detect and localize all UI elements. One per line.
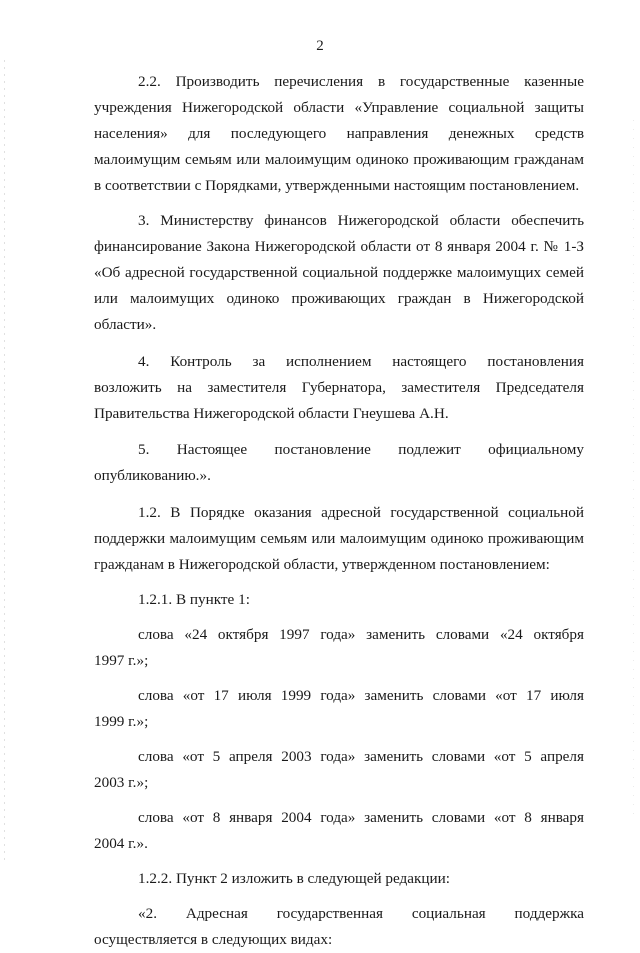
paragraph-line: населения» для последующего направления денежных средств bbox=[94, 125, 584, 142]
paragraph-line: гражданам в Нижегородской области, утвержденном постановлением: bbox=[94, 556, 550, 573]
page-number: 2 bbox=[316, 38, 324, 54]
paragraph bbox=[94, 500, 584, 578]
paragraph-line: 2.2. Производить перечисления в государственные казенные bbox=[138, 73, 584, 90]
paragraph-line: поддержки малоимущим семьям или малоимущим одиноко проживающим bbox=[94, 530, 584, 547]
paragraph-line: или малоимущих одиноко проживающих граждан в Нижегородской bbox=[94, 290, 584, 307]
paragraph-line: 1.2. В Порядке оказания адресной государственной социальной bbox=[138, 504, 584, 521]
paragraph-line: слова «от 8 января 2004 года» заменить словами «от 8 января bbox=[138, 809, 584, 826]
paragraph bbox=[94, 683, 584, 735]
paragraph bbox=[94, 805, 584, 857]
paragraph bbox=[94, 622, 584, 674]
paragraph-line: 1.2.1. В пункте 1: bbox=[138, 591, 250, 608]
paragraph bbox=[94, 901, 584, 953]
paragraph-line: «Об адресной государственной социальной поддержке малоимущих семей bbox=[94, 264, 584, 281]
paragraph-line: слова «от 17 июля 1999 года» заменить словами «от 17 июля bbox=[138, 687, 584, 704]
paragraph bbox=[94, 349, 584, 427]
paragraph-line: 2004 г.». bbox=[94, 835, 148, 852]
paragraph-line: 3. Министерству финансов Нижегородской области обеспечить bbox=[138, 212, 584, 229]
paragraph-line: осуществляется в следующих видах: bbox=[94, 931, 333, 948]
paragraph-line: в соответствии с Порядками, утвержденными настоящим постановлением. bbox=[94, 177, 580, 194]
paragraph bbox=[94, 208, 584, 338]
paragraph bbox=[94, 744, 584, 796]
paragraph bbox=[94, 866, 584, 892]
paragraph-line: 5. Настоящее постановление подлежит официальному bbox=[138, 441, 584, 458]
scan-edge-artifact bbox=[4, 60, 5, 860]
paragraph-line: области». bbox=[94, 316, 157, 333]
paragraph-line: финансирование Закона Нижегородской области от 8 января 2004 г. № 1-З bbox=[94, 238, 584, 255]
paragraph-line: «2. Адресная государственная социальная поддержка bbox=[138, 905, 584, 922]
paragraph-line: слова «24 октября 1997 года» заменить словами «24 октября bbox=[138, 626, 584, 643]
paragraph bbox=[94, 587, 584, 613]
paragraph-line: опубликованию.». bbox=[94, 467, 211, 484]
paragraph-line: малоимущим семьям или малоимущим одиноко проживающим гражданам bbox=[94, 151, 584, 168]
paragraph-line: 1.2.2. Пункт 2 изложить в следующей редакции: bbox=[138, 870, 451, 887]
document-body bbox=[94, 60, 584, 953]
paragraph-line: 1997 г.»; bbox=[94, 652, 149, 669]
paragraph-line: 2003 г.»; bbox=[94, 774, 149, 791]
paragraph-line: Правительства Нижегородской области Гнеушева А.Н. bbox=[94, 405, 449, 422]
scan-edge-artifact bbox=[633, 120, 634, 820]
paragraph-line: возложить на заместителя Губернатора, заместителя Председателя bbox=[94, 379, 584, 396]
paragraph-line: 4. Контроль за исполнением настоящего постановления bbox=[138, 353, 584, 370]
paragraph bbox=[94, 437, 584, 489]
paragraph bbox=[94, 69, 584, 199]
paragraph-line: 1999 г.»; bbox=[94, 713, 149, 730]
paragraph-line: слова «от 5 апреля 2003 года» заменить словами «от 5 апреля bbox=[138, 748, 584, 765]
paragraph-line: учреждения Нижегородской области «Управление социальной защиты bbox=[94, 99, 584, 116]
